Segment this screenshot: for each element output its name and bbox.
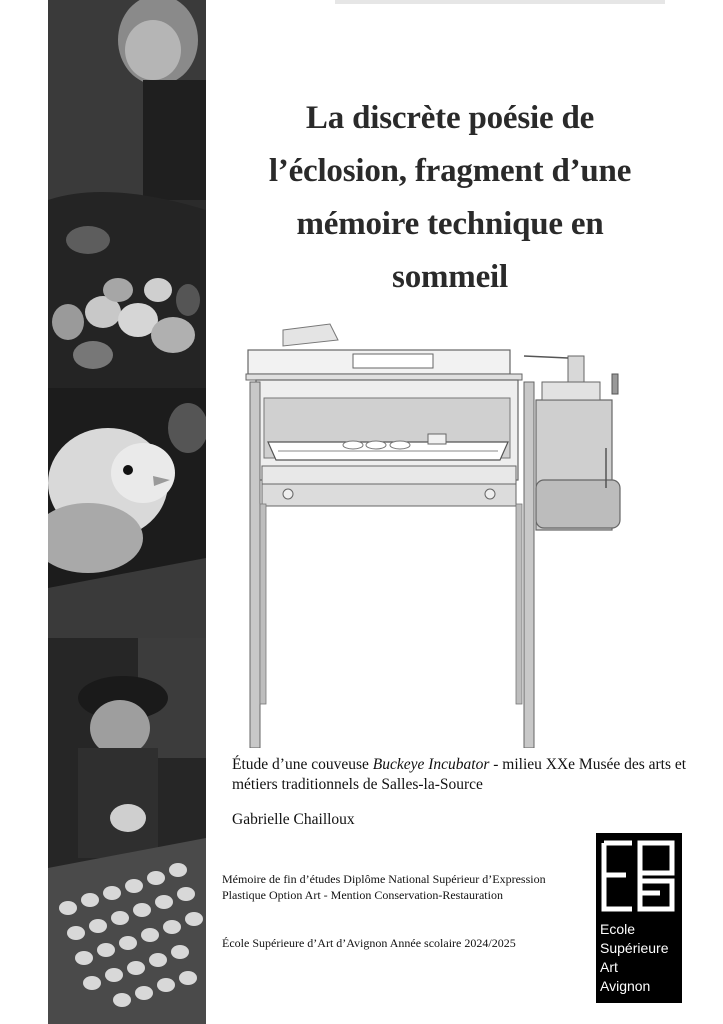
- caption-italic-title: Buckeye Incubator: [372, 756, 490, 773]
- logo-line: Supérieure: [600, 940, 669, 956]
- caption-text: Étude d’une couveuse: [232, 756, 373, 773]
- title-line: mémoire technique en: [296, 206, 604, 242]
- school-year-line: École Supérieure d’Art d’Avignon Année scolaire 2024/2025: [222, 936, 516, 950]
- photo-strip: [48, 0, 206, 1024]
- school-logo: [596, 833, 682, 1003]
- logo-line: Art: [600, 959, 618, 975]
- author-name: Gabrielle Chailloux: [232, 811, 355, 828]
- logo-line: Avignon: [600, 978, 651, 994]
- photo-man-with-egg-tray: [48, 638, 206, 1024]
- memoire-description: Mémoire de fin d’études Diplôme National Supérieur d’Expression Plastique Option Art - Mention Conservation-Restauration: [222, 872, 546, 902]
- title-line: l’éclosion, fragment d’une: [268, 153, 632, 189]
- logo-text: [600, 920, 669, 996]
- photo-chick: [48, 388, 206, 638]
- logo-mark: [596, 833, 682, 919]
- page-title: [215, 92, 685, 304]
- top-rule: [335, 0, 665, 4]
- incubator-illustration: [238, 318, 628, 748]
- title-line: La discrète poésie de: [305, 100, 595, 136]
- logo-line: Ecole: [600, 921, 636, 937]
- photo-old-man-with-eggs: [48, 0, 206, 388]
- illustration-caption: [232, 755, 692, 795]
- caption-text-continued: - milieu XXe Musée des arts et métiers traditionnels de Salles-la-Source: [232, 756, 687, 793]
- title-line: sommeil: [392, 259, 508, 295]
